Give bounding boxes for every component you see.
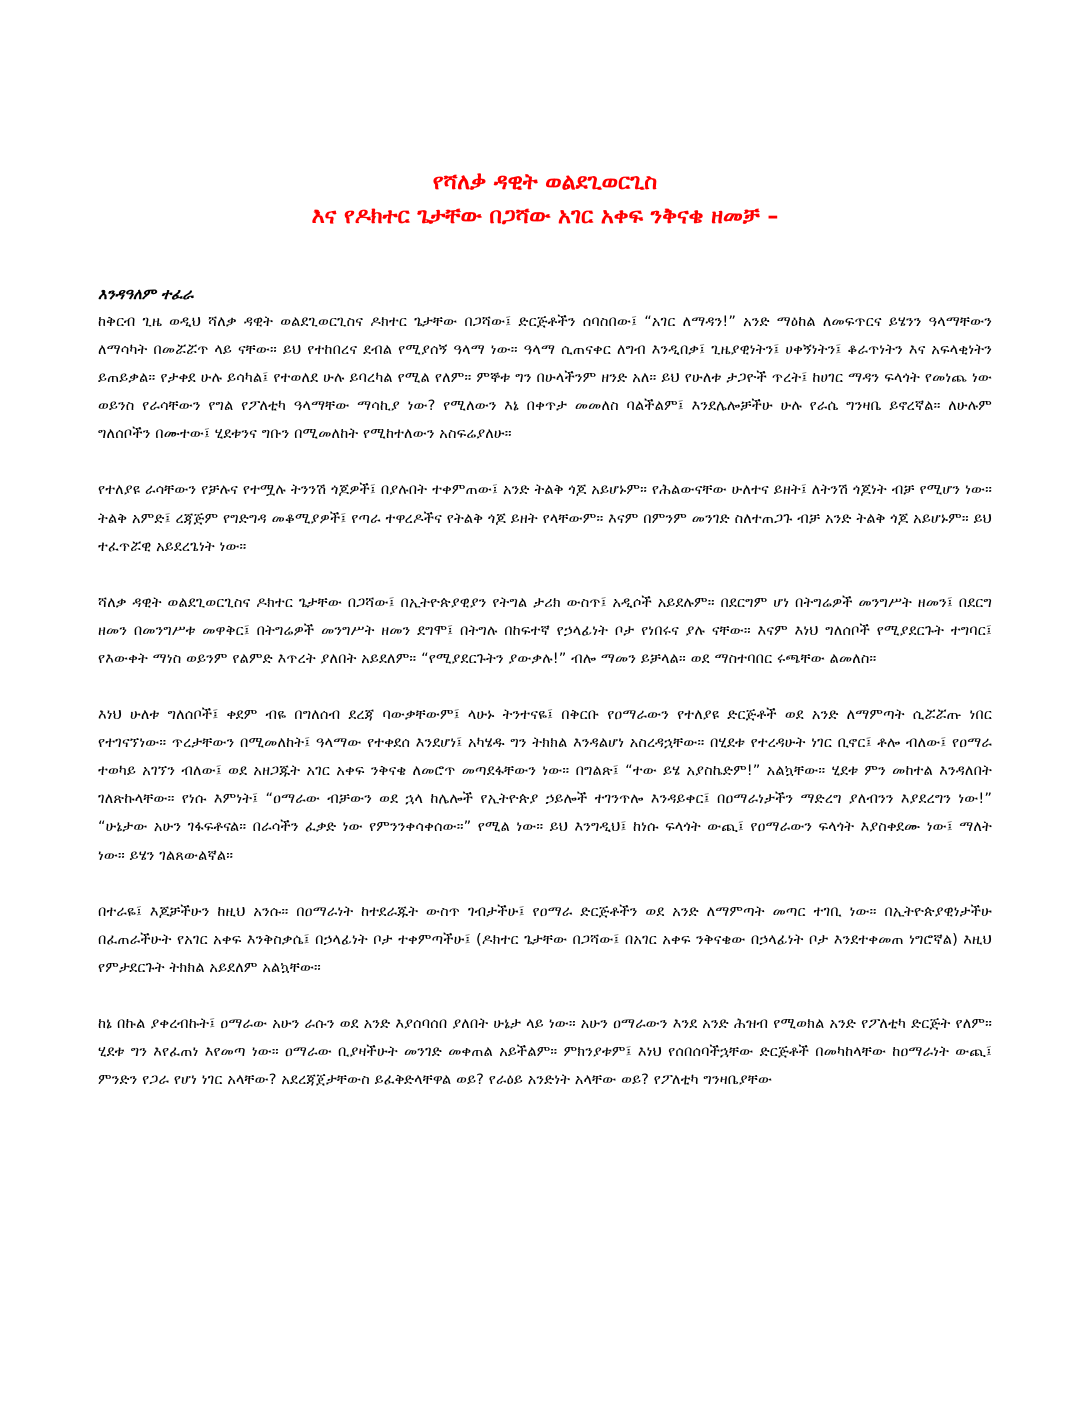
paragraph-6: ከኔ በኩል ያቀረብኩት፤ ዐማራው አሁን ራሱን ወደ አንድ እያሰባሰበ ያለበት ሁኔታ ላይ ነው። አሁን ዐማራውን እንደ አንድ ሕዝብ የሚወክል አንድ የፖለቲካ ድርጅት የለም። ሂደቱ ግን እየፈጠነ እየመጣ ነው። ዐማራው ቢያዛችሁት መንገድ መቀጠል አይችልም። ምክንያቱም፤ እነህ የሰበሰባችኋቸው ድርጅቶች በመካከላቸው ከዐማራነት ውጪ፤ ምንድን የጋራ የሆነ ነገር አላቸው? አደረጃጀታቸውስ ይፈቅድላቸዋል ወይ? የራዕይ አንድነት አላቸው ወይ? የፖለቲካ ግንዛቤያቸው: [98, 1014, 992, 1089]
document-page: [98, 166, 992, 1122]
paragraph-3: ሻለቃ ዳዊት ወልደጊወርጊስና ዶክተር ጌታቸው በጋሻው፤ በኢትዮጵያዊያን የትግል ታሪክ ውስጥ፤ አዲሶች አይደሉም። በደርግም ሆነ በትግሬዎች መንግሥት ዘመን፤ በደርግ ዘመን በመንግሥቱ መዋቅር፤ በትግሬዎች መንግሥት ዘመን ደግሞ፤ በትግሉ በከፍተኛ የኃላፊነት ቦታ የነበሩና ያሉ ናቸው። እናም እነህ ግለሰቦች የሚያደርጉት ተግባር፤ የእውቀት ማነስ ወይንም የልምድ እጥረት ያለበት አይደለም። “የሚያደርጉትን ያውቃሉ!” ብሎ ማመን ይቻላል። ወደ ማስተባበር ሩጫቸው ልመለስ።: [98, 593, 992, 667]
title-line-1: የሻለቃ ዳዊት ወልደጊወርጊስ: [432, 170, 658, 195]
paragraph-1: ከቅርብ ጊዜ ወዲህ ሻለቃ ዳዊት ወልደጊወርጊስና ዶክተር ጌታቸው በጋሻው፤ ድርጅቶችን ሰባስበው፤ “አገር ለማዳን!” አንድ ማዕከል ለመፍጥርና ይሄንን ዓላማቸውን ለማሳካት በመሯሯጥ ላይ ናቸው። ይህ የተከበረና ደብል የሚያሰኝ ዓላማ ነው። ዓላማ ሲጠናቀር ለግብ እንዲበቃ፤ ጊዜያዊነትን፤ ሀቀኝነትን፤ ቆራጥነትን እና አፍላቂነትን ይጠይቃል። የታቀደ ሁሉ ይሳካል፤ የተወለደ ሁሉ ይባረካል የሚል የለም። ምኞቱ ግን በሁላችንም ዘንድ አለ። ይህ የሁለቱ ታጋዮች ጥረት፤ ከሀገር ማዳን ፍላጎት የመነጨ ነው ወይንስ የራሳቸውን የግል የፖለቲካ ዓላማቸው ማሳኪያ ነው? የሚለውን እኔ በቀጥታ መመለስ ባልችልም፤ እንደሌሎቻችሁ ሁሉ የራሴ ግንዛቤ ይኖረኛል። ለሁሉም ግለሰቦችን በሙተው፤ ሂደቱንና ግቡን በሚመለከት የሚከተለውን አስፍሬያለሁ።: [98, 313, 992, 443]
paragraph-4: እነህ ሁለቱ ግለሰቦች፤ ቀደም ብዬ በግለሰብ ደረጃ ባውቃቸውም፤ ላሁኑ ትንተናዬ፤ በቅርቡ የዐማራውን የተለያዩ ድርጅቶች ወደ አንድ ለማምጣት ሲሯሯጡ ነበር የተገናኘነው። ጥረታቸውን በሚመለከት፤ ዓላማው የተቀደሰ እንደሆነ፤ አካሄዱ ግን ትክክል እንዳልሆነ አስረዳኋቸው። በሂደቱ የተረዳሁት ነገር ቢኖር፤ ቶሎ ብለው፤ የዐማራ ተወካይ አገኘን ብለው፤ ወደ አዘጋጁት አገር አቀፍ ንቅናቄ ለመሮጥ መጣደፋቸውን ነው። በግልጽ፤ “ተው ይሄ አያስኬድም!” አልኳቸው። ሂደቱ ምን መከተል እንዳለበት ገለጽኩላቸው። የነሱ እምነት፤ “ዐማራው ብቻውን ወደ ኋላ ከሌሎች የኢትዮጵያ ኃይሎች ተገንጥሎ እንዳይቀር፤ በዐማራነታችን ማድረግ ያለብንን እያደረግን ነው!” “ሁኔታው አሁን ገፋፍቶናል። በራሳችን ፈቃድ ነው የምንንቀሳቀሰው።” የሚል ነው። ይህ እንግዲህ፤ ከነሱ ፍላጎት ውጪ፤ የዐማራውን ፍላጎት እያስቀደሙ ነው፤ ማለት ነው። ይሄን ገልጸውልኛል።: [98, 706, 992, 864]
title-line-2: እና የዶክተር ጌታቸው በጋሻው አገር አቀፍ ንቅናቄ ዘመቻ –: [311, 204, 779, 229]
paragraph-2: የተለያዩ ራሳቸውን የቻሉና የተሟሉ ትንንሽ ጎጆዎች፤ በያሉበት ተቀምጠው፤ አንድ ትልቅ ጎጆ አይሆኑም። የሕልውናቸው ሁለተና ይዘት፤ ለትንሽ ጎጆነት ብቻ የሚሆን ነው። ትልቅ አምድ፤ ረጃጅም የግድግዳ መቆሚያዎች፤ የጣራ ተዋረዶችና የትልቅ ጎጆ ይዘት የላቸውም። እናም በምንም መንገድ ስለተጠጋጉ ብቻ አንድ ትልቅ ጎጆ አይሆኑም። ይህ ተፈጥሯዊ አይደረጌነት ነው።: [98, 481, 992, 555]
article-title: [98, 166, 992, 234]
paragraph-5: በተራዬ፤ እጆቻችሁን ከዚህ አንሱ። በዐማራነት ከተደራጁት ውስጥ ገብታችሁ፤ የዐማራ ድርጅቶችን ወደ አንድ ለማምጣት መጣር ተገቢ ነው። በኢትዮጵያዊነታችሁ በፈጠራችሁት የአገር አቀፍ እንቅስቃሴ፤ በኃላፊነት ቦታ ተቀምጣችሁ፤ (ዶክተር ጌታቸው በጋሻው፤ በአገር አቀፍ ንቅናቄው በኃላፊነት ቦታ እንደተቀመጠ ነግሮኛል) እዚህ የምታደርጉት ትክክል አይደለም አልኳቸው።: [98, 902, 992, 976]
author-name: እንዳዓለም ተፈራ: [98, 285, 194, 303]
